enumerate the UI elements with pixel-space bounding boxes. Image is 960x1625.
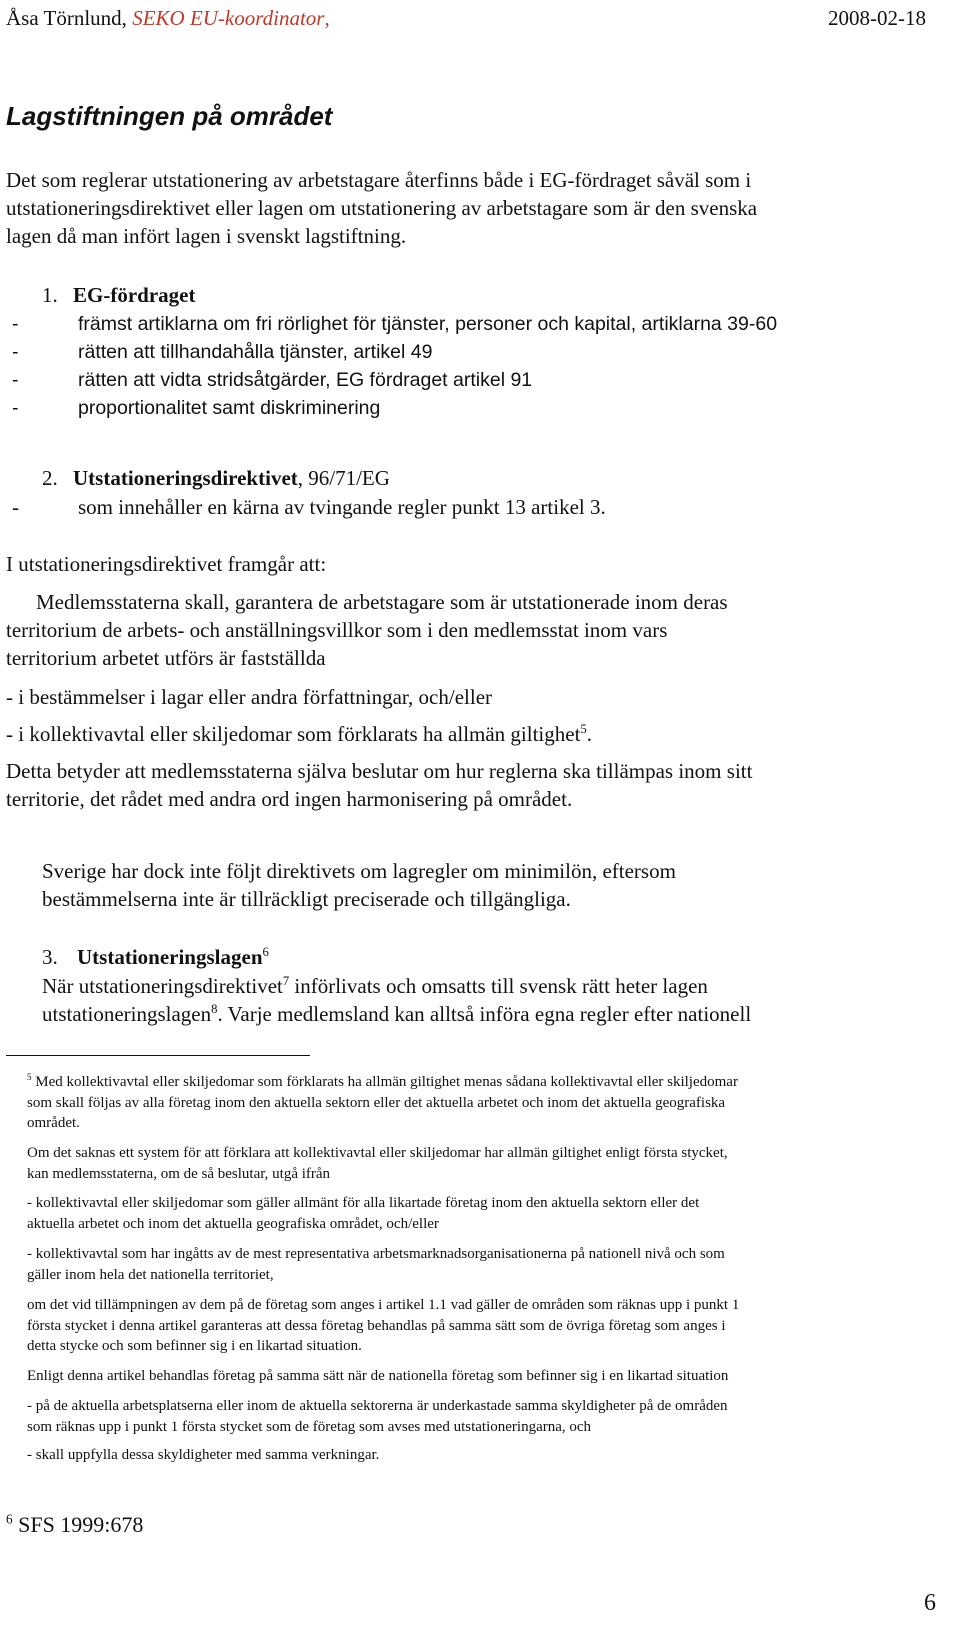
quote-line: territorium de arbets- och anställningsvillkor som i den medlemsstat inom vars bbox=[6, 618, 668, 642]
header-author: Åsa Törnlund, bbox=[6, 6, 133, 30]
footnote-line: som skall följas av alla företag inom den aktuella sektorn eller det aktuella arbetet och inom det aktuella geografiska bbox=[27, 1094, 726, 1111]
footnote-5-para-6 bbox=[27, 1366, 728, 1387]
footnote-line: aktuella arbetet och inom det aktuella geografiska området, och/eller bbox=[27, 1215, 439, 1232]
header-comma: , bbox=[324, 6, 330, 30]
footnote-line: Om det saknas ett system för att förklara att kollektivavtal eller skiljedomar har allmän giltighet enligt första stycket, bbox=[27, 1145, 728, 1161]
footnote-line: första stycket i denna artikel garanteras att dessa företag behandlas på samma sätt som de övriga företag som anges i bbox=[27, 1317, 726, 1334]
footnote-ref[interactable]: 8 bbox=[211, 1002, 218, 1016]
footnote-line: om det vid tillämpningen av dem på de företag som anges i artikel 1.1 vad gäller de områden som räknas upp i punkt 1 bbox=[27, 1297, 740, 1313]
footnote-line: detta stycke och som befinner sig i en likartad situation. bbox=[27, 1338, 362, 1354]
footnote-5-para-7 bbox=[27, 1396, 728, 1437]
item1-title: EG-fördraget bbox=[73, 283, 196, 307]
item3-number: 3. bbox=[42, 945, 58, 969]
intro-line: Det som reglerar utstationering av arbetstagare återfinns både i EG-fördraget såväl som i bbox=[6, 168, 752, 192]
conclusion-paragraph bbox=[6, 757, 752, 813]
footnote-separator bbox=[6, 1055, 310, 1056]
list-item: - rätten att tillhandahålla tjänster, artikel 49 bbox=[12, 341, 433, 363]
footnote-5 bbox=[27, 1072, 738, 1134]
item3-paragraph bbox=[42, 972, 751, 1028]
sweden-line: bestämmelserna inte är tillräckligt preciserade och tillgängliga. bbox=[42, 887, 571, 911]
list-item: - som innehåller en kärna av tvingande regler punkt 13 artikel 3. bbox=[12, 495, 606, 519]
list-item: - rätten att vidta stridsåtgärder, EG fördraget artikel 91 bbox=[12, 369, 533, 391]
page-header bbox=[6, 6, 330, 31]
item3-title: Utstationeringslagen bbox=[77, 945, 263, 969]
item2-number: 2. bbox=[42, 466, 58, 490]
section-title: Lagstiftningen på området bbox=[6, 101, 333, 131]
list-item: - främst artiklarna om fri rörlighet för tjänster, personer och kapital, artiklarna 39-60 bbox=[12, 313, 778, 335]
item1-bullets bbox=[12, 310, 777, 422]
intro-paragraph bbox=[6, 166, 757, 250]
footnote-line: $^5$ Med kollektivavtal eller skiljedomar som förklarats ha allmän giltighet menas sådana kollektivavtal eller skiljedomar bbox=[27, 1072, 738, 1090]
item2-suffix: , 96/71/EG bbox=[297, 466, 390, 490]
item2-title: Utstationeringsdirektivet bbox=[73, 466, 298, 490]
item3-line: utstationeringslagen$^8$. Varje medlemsland kan alltså införa egna regler efter nationell bbox=[42, 1002, 752, 1026]
footnote-6: $^6$ SFS 1999:678 bbox=[6, 1511, 144, 1537]
directive-intro: I utstationeringsdirektivet framgår att: bbox=[6, 552, 327, 576]
footnote-5-para-5 bbox=[27, 1295, 739, 1357]
footnote-line: - kollektivavtal som har ingåtts av de mest representativa arbetsmarknadsorganisationerna på nationell nivå och som bbox=[27, 1246, 725, 1262]
footnote-line: gäller inom hela det nationella territoriet, bbox=[27, 1266, 274, 1283]
quote-list-item-1: - i bestämmelser i lagar eller andra författningar, och/eller bbox=[6, 685, 493, 709]
footnote-ref[interactable]: 5 bbox=[580, 722, 587, 736]
footnote-5-para-2 bbox=[27, 1143, 728, 1184]
conclusion-line: territorie, det rådet med andra ord ingen harmonisering på området. bbox=[6, 787, 573, 811]
conclusion-line: Detta betyder att medlemsstaterna själva beslutar om hur reglerna ska tillämpas inom sitt bbox=[6, 759, 753, 783]
footnote-ref[interactable]: 6 bbox=[262, 945, 269, 959]
item1-number: 1. bbox=[42, 283, 58, 307]
item3-line: När utstationeringsdirektivet$^7$ införlivats och omsatts till svensk rätt heter lagen bbox=[42, 974, 708, 998]
header-date: 2008-02-18 bbox=[828, 6, 926, 30]
quote-line: territorium arbetet utförs är fastställda bbox=[6, 646, 326, 670]
footnote-number: 6 bbox=[6, 1511, 13, 1527]
intro-line: lagen då man infört lagen i svenskt lagstiftning. bbox=[6, 224, 407, 248]
quote-list-item-2: - i kollektivavtal eller skiljedomar som förklarats ha allmän giltighet$^5$. bbox=[6, 722, 592, 746]
footnote-line: som räknas upp i punkt 1 första stycket som de företag som avses med utstationeringarna, och bbox=[27, 1418, 592, 1435]
footnote-5-para-4 bbox=[27, 1244, 725, 1285]
list-item: - proportionalitet samt diskriminering bbox=[12, 397, 381, 419]
item2-heading bbox=[42, 464, 390, 492]
page-number: 6 bbox=[924, 1590, 936, 1616]
footnote-number: 5 bbox=[27, 1072, 32, 1082]
directive-quote bbox=[6, 588, 728, 672]
footnote-line: - på de aktuella arbetsplatserna eller inom de aktuella sektorerna är underkastade samma skyldigheter på de områden bbox=[27, 1398, 728, 1414]
footnote-5-para-8 bbox=[27, 1445, 379, 1466]
item1-heading bbox=[42, 281, 195, 309]
footnote-line: - skall uppfylla dessa skyldigheter med samma verkningar. bbox=[27, 1447, 380, 1463]
footnote-line: området. bbox=[27, 1115, 80, 1131]
item3-heading bbox=[42, 943, 269, 971]
footnote-line: Enligt denna artikel behandlas företag på samma sätt när de nationella företag som befinner sig i en likartad situation bbox=[27, 1368, 729, 1384]
footnote-line: - kollektivavtal eller skiljedomar som gäller allmänt för alla likartade företag inom den aktuella sektorn eller det bbox=[27, 1195, 700, 1211]
sweden-paragraph bbox=[42, 857, 676, 913]
intro-line: utstationeringsdirektivet eller lagen om utstationering av arbetstagare som är den svenska bbox=[6, 196, 758, 220]
footnote-ref[interactable]: 7 bbox=[282, 974, 290, 988]
header-role: SEKO EU-koordinator bbox=[132, 6, 325, 30]
item2-bullets bbox=[12, 493, 606, 521]
footnote-line: kan medlemsstaterna, om de så beslutar, utgå ifrån bbox=[27, 1165, 331, 1182]
sweden-line: Sverige har dock inte följt direktivets om lagregler om minimilön, eftersom bbox=[42, 859, 676, 883]
quote-line: Medlemsstaterna skall, garantera de arbetstagare som är utstationerade inom deras bbox=[36, 590, 728, 614]
footnote-5-para-3 bbox=[27, 1193, 699, 1234]
